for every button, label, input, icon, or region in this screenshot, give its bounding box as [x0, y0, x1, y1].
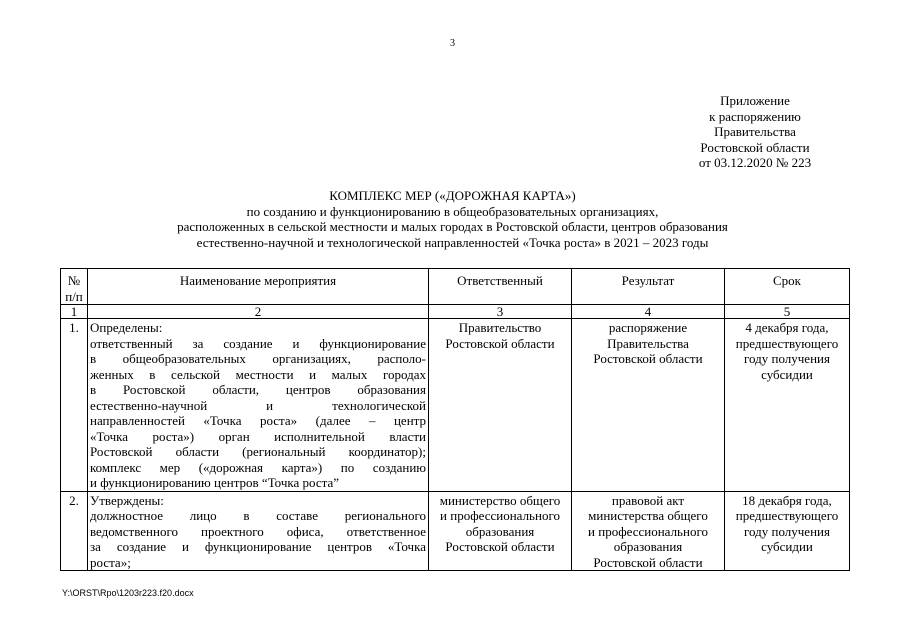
result-cell: распоряжение Правительства Ростовской области	[572, 319, 725, 492]
column-number-row	[61, 305, 850, 319]
appendix-line: от 03.12.2020 № 223	[698, 155, 812, 171]
measures-table	[60, 268, 850, 571]
header-num: № п/п	[61, 269, 88, 305]
appendix-line: Приложение	[720, 93, 790, 108]
table-row	[61, 319, 850, 492]
term-cell: 4 декабря года, предшествующего году получения субсидии	[725, 319, 850, 492]
responsible-cell: Правительство Ростовской области	[429, 319, 572, 492]
appendix-line: к распоряжению	[709, 108, 801, 124]
row-number: 1.	[61, 319, 88, 492]
title-line: по созданию и функционированию в общеобразовательных организациях,	[246, 203, 659, 219]
column-number: 1	[61, 305, 88, 319]
table-row	[61, 491, 850, 571]
page-number: 3	[450, 38, 455, 49]
term-cell: 18 декабря года, предшествующего году получения субсидии	[725, 491, 850, 571]
column-number: 3	[429, 305, 572, 319]
header-responsible: Ответственный	[429, 269, 572, 305]
header-result: Результат	[572, 269, 725, 305]
table-header-row	[61, 269, 850, 305]
title-heading: КОМПЛЕКС МЕР («ДОРОЖНАЯ КАРТА»)	[329, 188, 576, 203]
result-cell: правовой акт министерства общего и профессионального образования Ростовской области	[572, 491, 725, 571]
file-path-footer: Y:\ORST\Rpo\1203r223.f20.docx	[62, 588, 194, 598]
column-number: 2	[88, 305, 429, 319]
measure-name: Определены: ответственный за создание и функционирование в общеобразовательных организациях, располо- женных в сельской местности и малых городах в Ростовской области, центров образования естественно-научной и технологической направленностей «Точка роста» (далее – центр «Точка роста») орган исполнительной власти Ростовской области (региональный координатор); комплекс мер («дорожная карта») по созданию и функционированию центров “Точка роста”	[88, 319, 429, 492]
appendix-line: Правительства	[714, 124, 796, 140]
row-number: 2.	[61, 491, 88, 571]
header-name: Наименование мероприятия	[88, 269, 429, 305]
appendix-block	[650, 93, 860, 171]
column-number: 5	[725, 305, 850, 319]
document-title	[0, 188, 905, 250]
responsible-cell: министерство общего и профессионального образования Ростовской области	[429, 491, 572, 571]
appendix-line: Ростовской области	[700, 139, 810, 155]
header-term: Срок	[725, 269, 850, 305]
title-line: расположенных в сельской местности и малых городах в Ростовской области, центров образования	[177, 219, 728, 235]
column-number: 4	[572, 305, 725, 319]
title-line: естественно-научной и технологической направленностей «Точка роста» в 2021 – 2023 годы	[196, 234, 709, 250]
measure-name: Утверждены: должностное лицо в составе регионального ведомственного проектного офиса, ответственное за создание и функционирование центров «Точка роста»;	[88, 491, 429, 571]
